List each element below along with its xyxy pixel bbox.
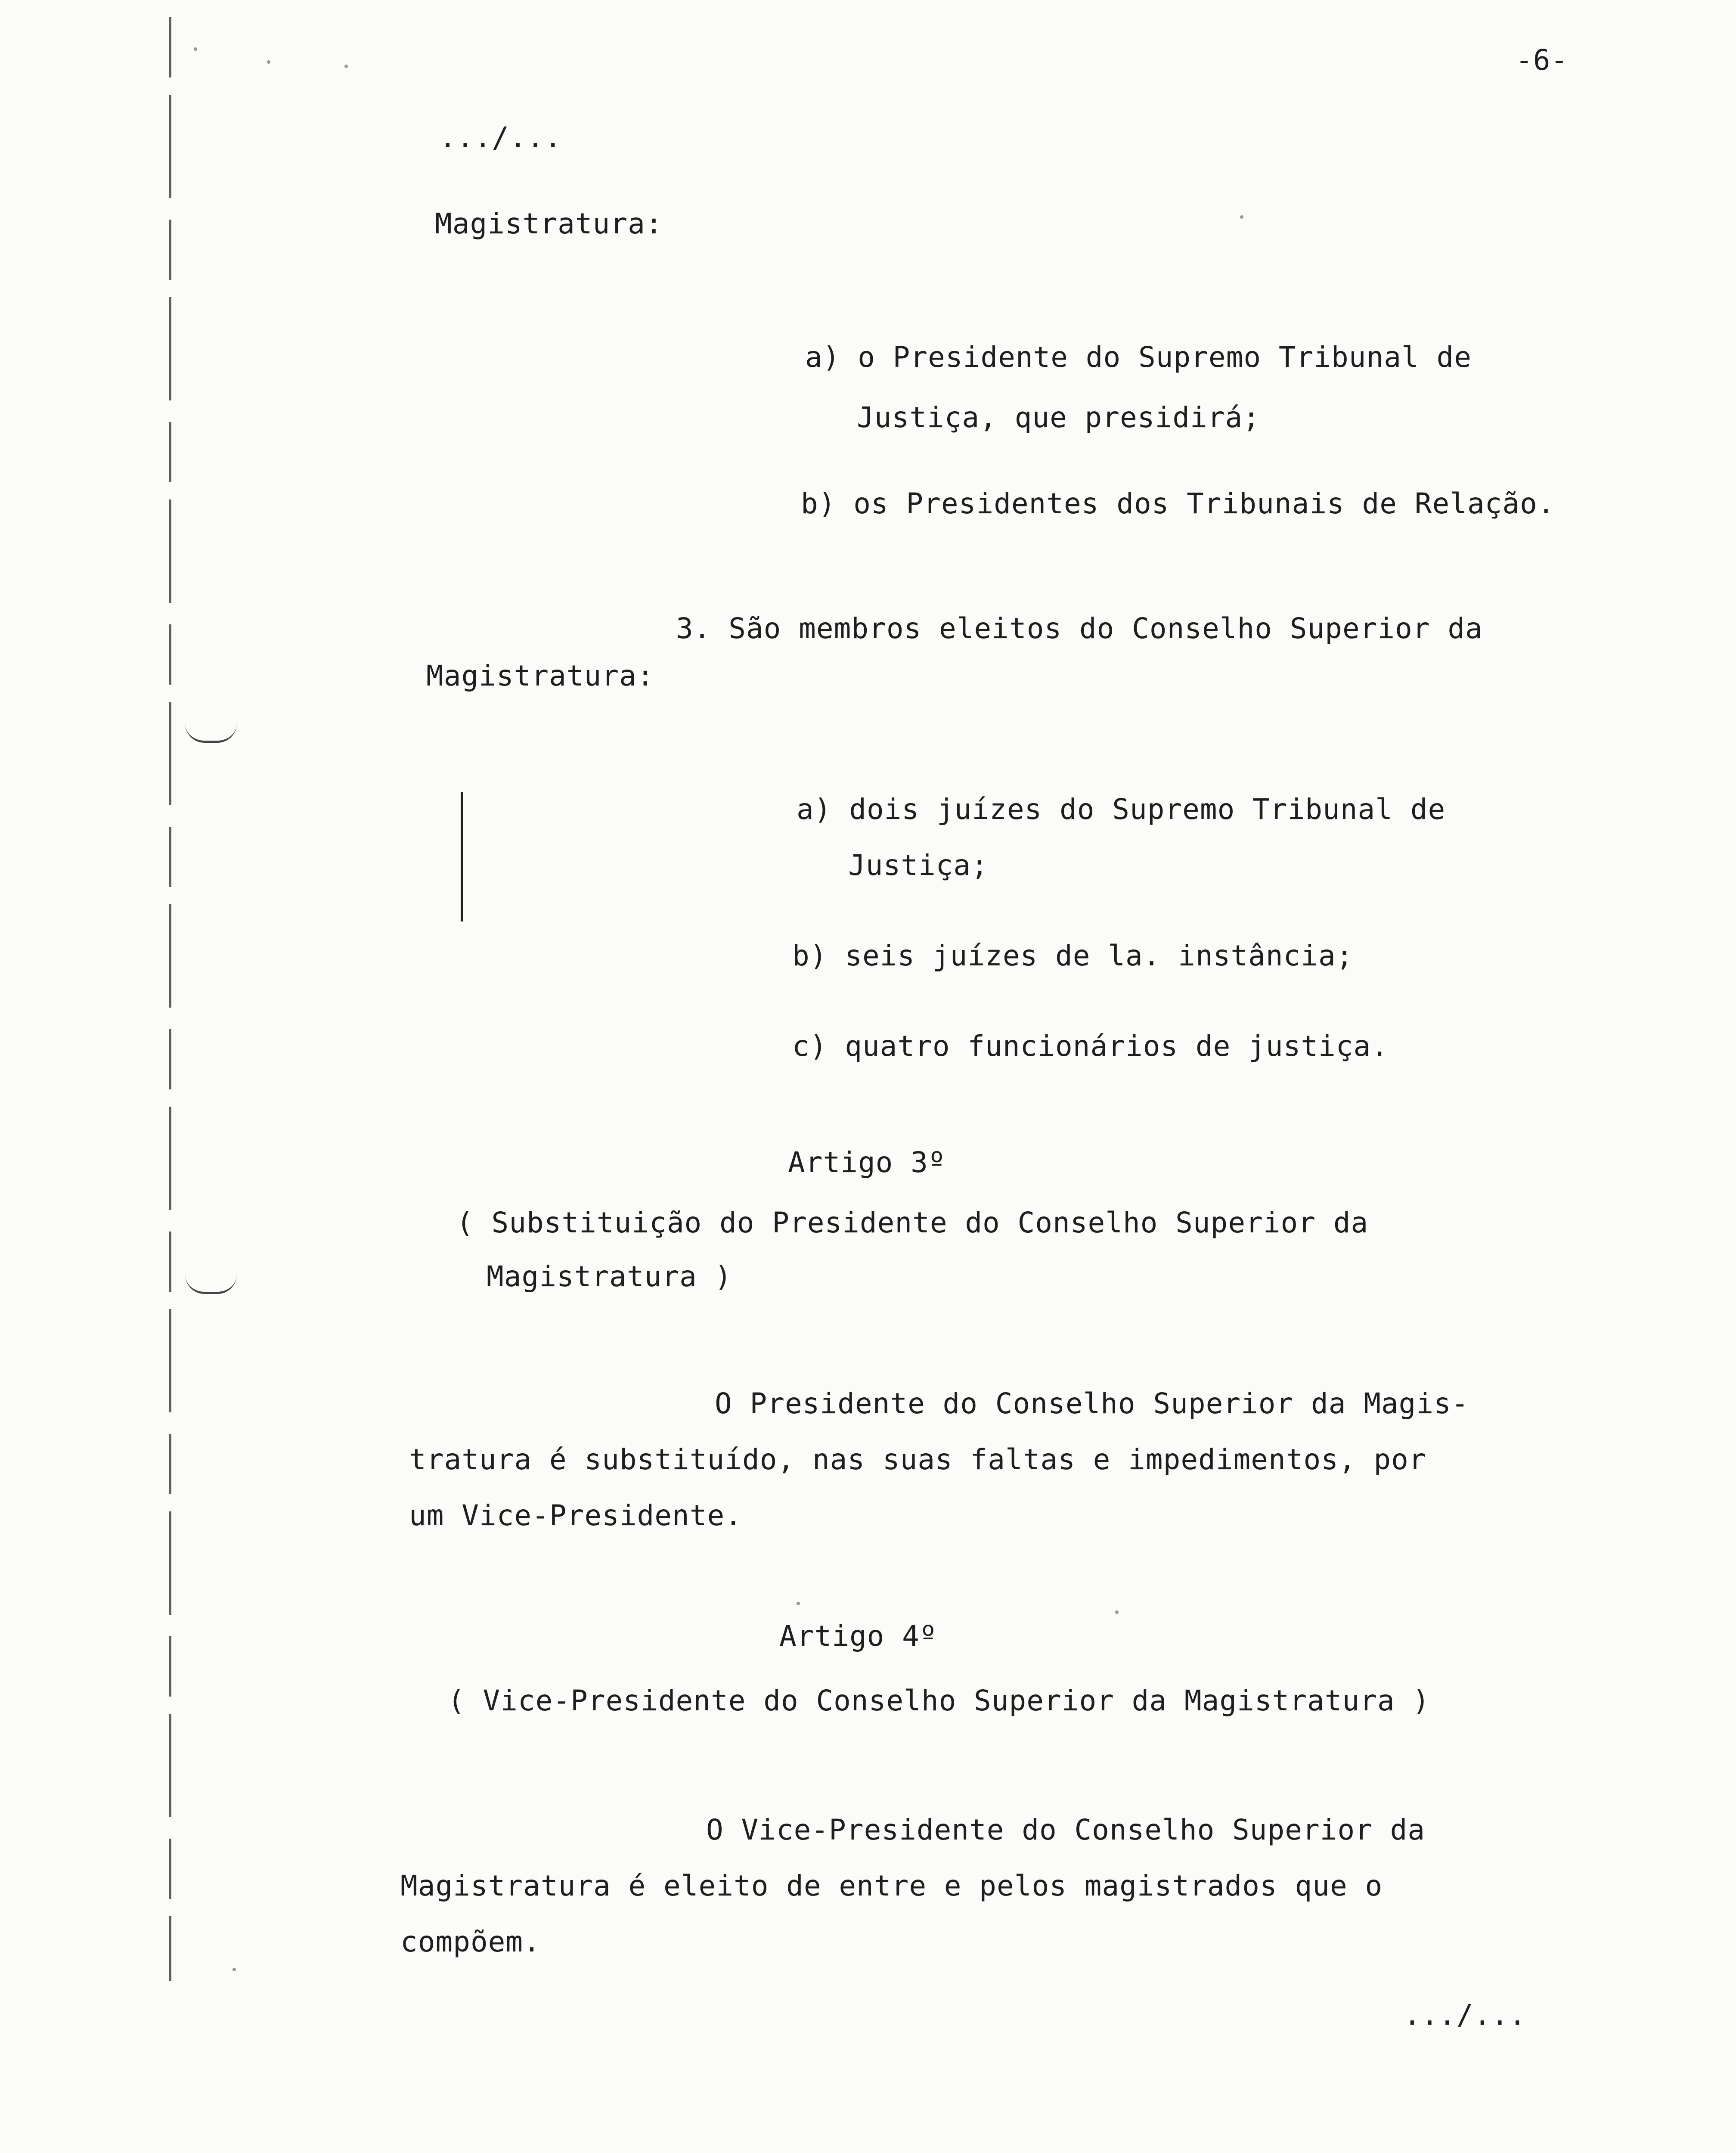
article-body: O Vice-Presidente do Conselho Superior da — [706, 1813, 1426, 1846]
article-body: compõem. — [400, 1925, 541, 1958]
section-heading: Magistratura: — [435, 207, 663, 240]
list-item-b: b) os Presidentes dos Tribunais de Relação. — [801, 487, 1555, 520]
list-item-c: c) quatro funcionários de justiça. — [792, 1030, 1389, 1063]
scan-speck — [797, 1602, 800, 1605]
article-subtitle-cont: Magistratura ) — [487, 1260, 732, 1293]
numbered-item-3-cont: Magistratura: — [426, 659, 654, 692]
punch-hole-mark — [185, 1275, 237, 1294]
article-body: O Presidente do Conselho Superior da Magis- — [715, 1387, 1469, 1420]
article-subtitle: ( Substituição do Presidente do Conselho Superior da — [456, 1206, 1369, 1239]
punch-hole-mark — [185, 723, 237, 743]
scan-speck — [232, 1968, 236, 1971]
article-title: Artigo 3º — [788, 1146, 946, 1179]
list-item-b: b) seis juízes de la. instância; — [792, 939, 1354, 972]
list-item-a: a) dois juízes do Supremo Tribunal de — [797, 793, 1446, 826]
page-number: -6- — [1516, 43, 1569, 77]
article-title: Artigo 4º — [779, 1619, 937, 1653]
scan-speck — [267, 60, 270, 64]
list-item-a-cont: Justiça, que presidirá; — [857, 401, 1260, 434]
numbered-item-3: 3. São membros eleitos do Conselho Superior da — [676, 612, 1483, 645]
article-body: Magistratura é eleito de entre e pelos magistrados que o — [400, 1869, 1383, 1902]
scan-speck — [194, 47, 197, 51]
list-item-a-cont: Justiça; — [848, 849, 989, 882]
scan-speck — [1240, 215, 1243, 219]
list-item-a: a) o Presidente do Supremo Tribunal de — [805, 341, 1472, 374]
article-body: tratura é substituído, nas suas faltas e impedimentos, por — [409, 1443, 1426, 1476]
article-subtitle: ( Vice-Presidente do Conselho Superior da Magistratura ) — [448, 1684, 1430, 1717]
article-body: um Vice-Presidente. — [409, 1499, 742, 1532]
binder-edge — [169, 17, 171, 1981]
scan-speck — [344, 65, 348, 68]
continuation-marker-bottom: .../... — [1404, 1998, 1527, 2032]
margin-bar-mark — [461, 792, 463, 921]
scan-speck — [1115, 1610, 1119, 1614]
continuation-marker-top: .../... — [439, 121, 562, 154]
